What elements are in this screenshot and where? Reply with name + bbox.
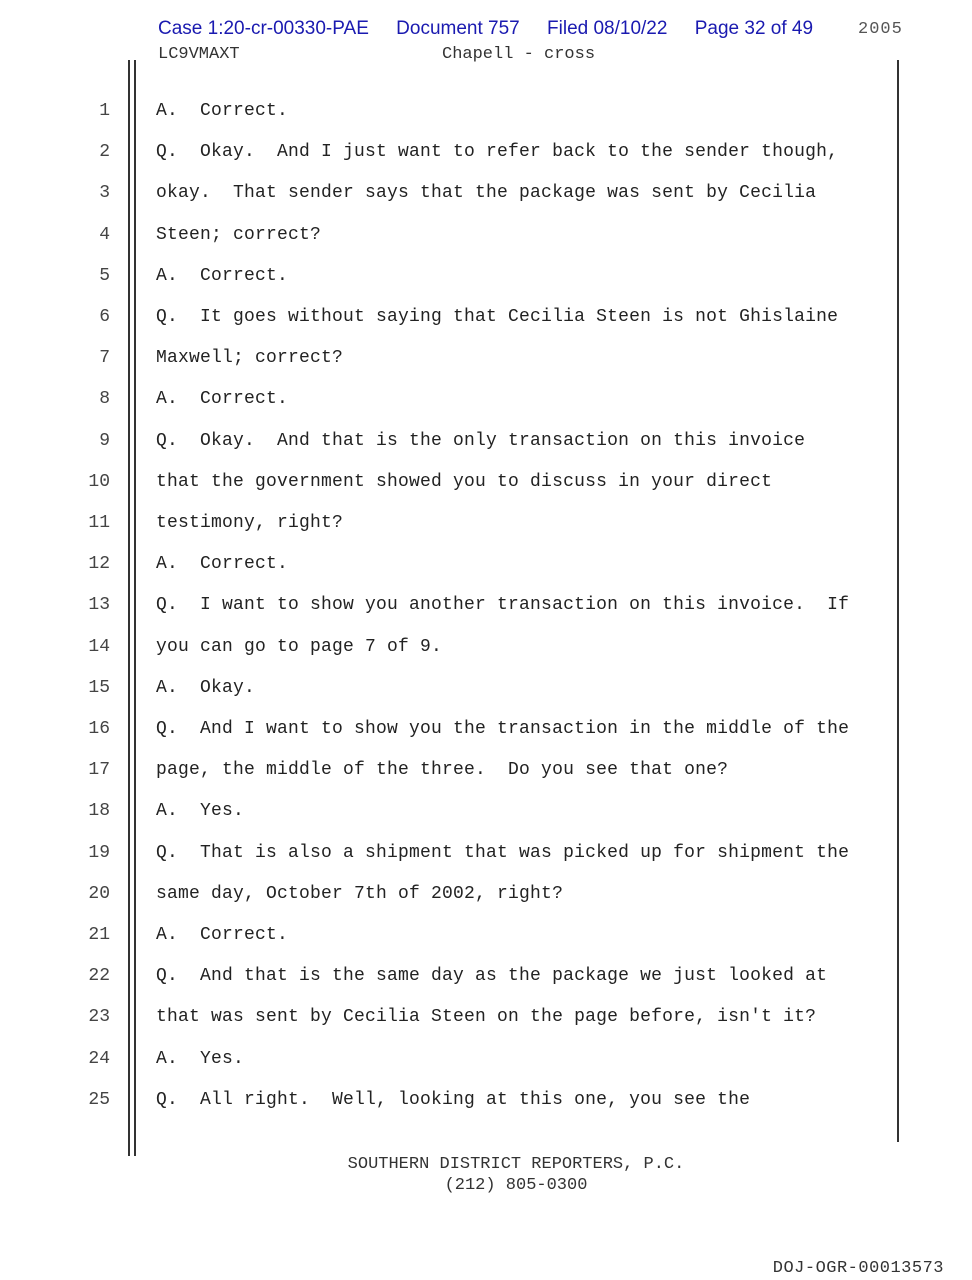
- line-number: 13: [88, 595, 110, 616]
- transcript-line: Q. It goes without saying that Cecilia Steen is not Ghislaine: [156, 307, 839, 327]
- line-number: 1: [99, 101, 110, 121]
- transcript-line: A. Correct.: [156, 554, 289, 575]
- line-number: 22: [88, 966, 110, 987]
- transcript-page-number: 2005: [858, 20, 903, 39]
- transcript-line: Q. Okay. And that is the only transaction on this invoice: [156, 430, 806, 451]
- transcript-line: A. Correct.: [156, 389, 289, 410]
- line-number: 25: [88, 1089, 110, 1110]
- document-number: Document 757: [396, 18, 520, 39]
- transcript-line: Q. That is also a shipment that was picked up for shipment the: [156, 842, 850, 863]
- transcript-line: A. Yes.: [156, 801, 245, 822]
- footer: [0, 1154, 972, 1196]
- line-number: 4: [99, 224, 110, 245]
- right-margin-rule: [897, 60, 899, 1142]
- line-number: 19: [88, 842, 110, 863]
- transcript-line: same day, October 7th of 2002, right?: [156, 883, 564, 904]
- transcript-line: that was sent by Cecilia Steen on the page before, isn't it?: [156, 1007, 817, 1028]
- line-number: 23: [88, 1007, 110, 1028]
- reporter-phone: (212) 805-0300: [444, 1176, 588, 1195]
- line-number: 6: [99, 307, 110, 327]
- case-number: Case 1:20-cr-00330-PAE: [158, 18, 369, 39]
- line-number: 5: [99, 265, 110, 286]
- transcript-line: okay. That sender says that the package was sent by Cecilia: [156, 183, 817, 204]
- transcript-line: A. Correct.: [156, 101, 289, 121]
- line-number: 10: [88, 471, 110, 492]
- transcript-line: A. Okay.: [156, 677, 256, 698]
- left-margin-rule-inner: [134, 60, 136, 1156]
- line-number: 11: [88, 513, 110, 533]
- line-number: 16: [88, 719, 110, 739]
- transcript-line: Steen; correct?: [156, 224, 322, 245]
- line-number: 15: [88, 677, 110, 698]
- line-number: 17: [88, 760, 110, 781]
- transcript-line: Q. Okay. And I just want to refer back to the sender though,: [156, 142, 839, 163]
- line-number: 18: [88, 801, 110, 822]
- transcript-line: you can go to page 7 of 9.: [156, 636, 443, 657]
- filed-date: Filed 08/10/22: [547, 18, 668, 39]
- bates-number: DOJ-OGR-00013573: [772, 1259, 944, 1278]
- transcript-line: Q. And that is the same day as the package we just looked at: [156, 966, 828, 987]
- line-number: 2: [99, 142, 110, 163]
- transcript-line: Maxwell; correct?: [156, 348, 344, 369]
- transcript-line: testimony, right?: [156, 513, 344, 533]
- witness-examination: Chapell - cross: [442, 45, 596, 64]
- line-number: 20: [88, 883, 110, 904]
- transcript-line: Q. I want to show you another transaction on this invoice. If: [156, 595, 850, 616]
- left-margin-rule-outer: [128, 60, 130, 1156]
- line-number: 21: [88, 925, 110, 945]
- page-indicator: Page 32 of 49: [694, 18, 814, 39]
- line-number: 24: [88, 1048, 110, 1069]
- transcript-line: that the government showed you to discuss in your direct: [156, 471, 773, 492]
- transcript-line: A. Yes.: [156, 1048, 245, 1069]
- reporter-name: SOUTHERN DISTRICT REPORTERS, P.C.: [347, 1155, 685, 1174]
- line-number: 7: [99, 348, 110, 369]
- filing-header-stamp: [158, 18, 813, 40]
- line-number: 3: [99, 183, 110, 204]
- transcript-line: page, the middle of the three. Do you see that one?: [156, 760, 729, 781]
- transcript-line: Q. All right. Well, looking at this one, you see the: [156, 1089, 751, 1110]
- transcript-line: Q. And I want to show you the transaction in the middle of the: [156, 719, 850, 739]
- line-number: 14: [88, 636, 110, 657]
- line-number: 8: [99, 389, 110, 410]
- transcript-line: A. Correct.: [156, 925, 289, 945]
- line-number: 9: [99, 430, 110, 451]
- transcript-line: A. Correct.: [156, 265, 289, 286]
- transcript-code: LC9VMAXT: [158, 45, 240, 64]
- line-number: 12: [88, 554, 110, 575]
